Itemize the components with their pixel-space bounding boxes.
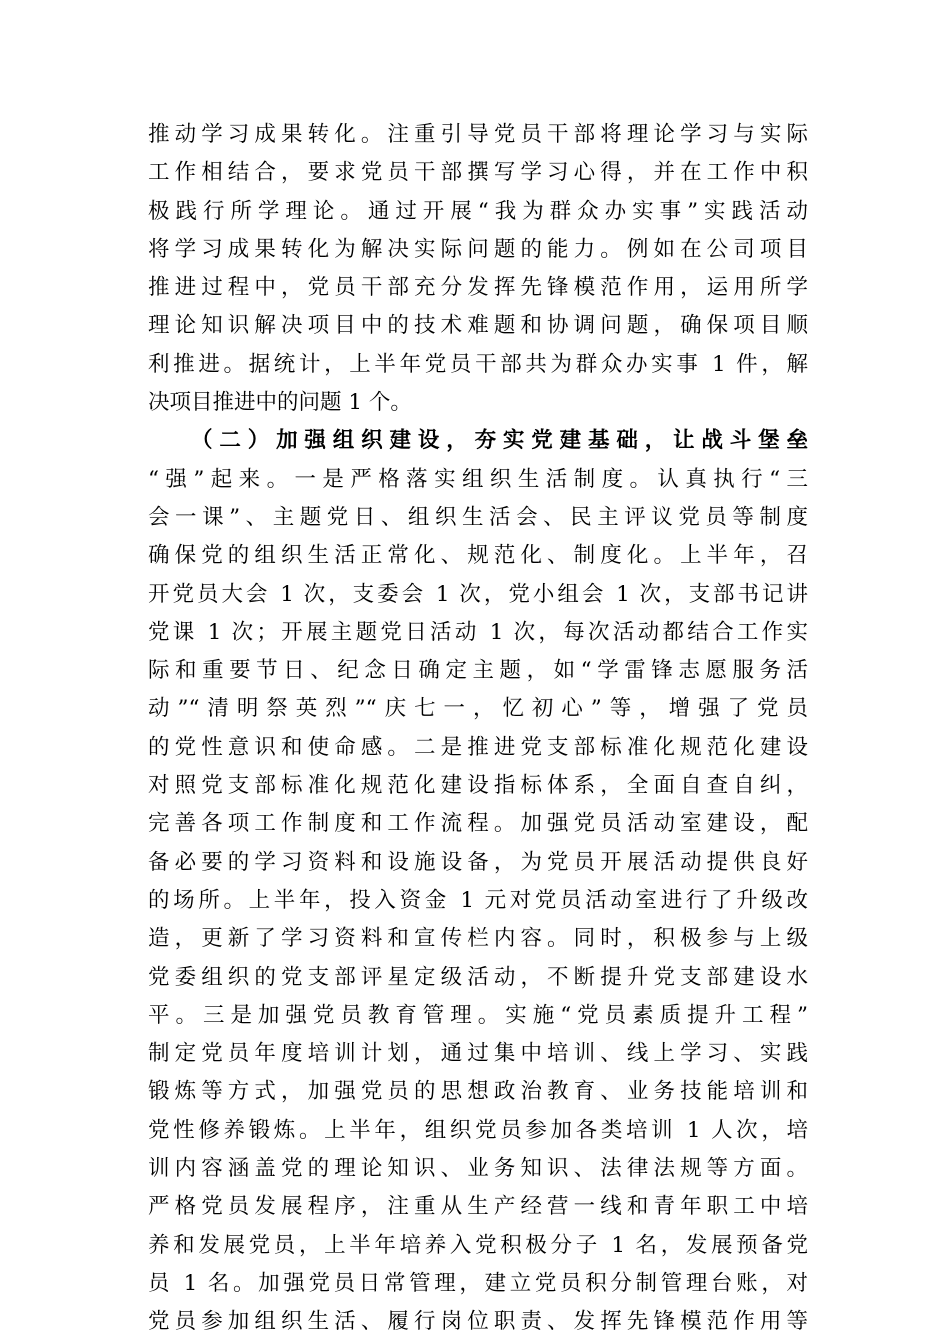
text-line-22: 造，更新了学习资料和宣传栏内容。同时，积极参与上级 <box>148 926 808 952</box>
text-line-16: 动”“清明祭英烈”“庆七一，忆初心”等，增强了党员 <box>148 696 808 722</box>
text-line-30: 养和发展党员，上半年培养入党积极分子 1 名，发展预备党 <box>148 1232 808 1258</box>
text-line-8: 决项目推进中的问题 1 个。 <box>148 390 412 416</box>
text-line-2: 工作相结合，要求党员干部撰写学习心得，并在工作中积 <box>148 160 808 186</box>
text-line-5: 推进过程中，党员干部充分发挥先锋模范作用，运用所学 <box>148 275 808 301</box>
text-line-7: 利推进。据统计，上半年党员干部共为群众办实事 1 件，解 <box>148 351 808 377</box>
text-line-29: 严格党员发展程序，注重从生产经营一线和青年职工中培 <box>148 1194 808 1220</box>
text-line-21: 的场所。上半年，投入资金 1 元对党员活动室进行了升级改 <box>148 887 808 913</box>
text-line-25: 制定党员年度培训计划，通过集中培训、线上学习、实践 <box>148 1041 808 1067</box>
text-line-19: 完善各项工作制度和工作流程。加强党员活动室建设，配 <box>148 811 808 837</box>
text-line-20: 备必要的学习资料和设施设备，为党员开展活动提供良好 <box>148 849 808 875</box>
text-line-24: 平。三是加强党员教育管理。实施“党员素质提升工程” <box>148 1002 808 1028</box>
text-line-12: 确保党的组织生活正常化、规范化、制度化。上半年，召 <box>148 543 808 569</box>
text-line-17: 的党性意识和使命感。二是推进党支部标准化规范化建设 <box>148 734 808 760</box>
text-line-6: 理论知识解决项目中的技术难题和协调问题，确保项目顺 <box>148 313 808 339</box>
text-line-11: 会一课”、主题党日、组织生活会、民主评议党员等制度 <box>148 504 808 530</box>
text-line-32: 党员参加组织生活、履行岗位职责、发挥先锋模范作用等 <box>148 1309 808 1335</box>
text-line-13: 开党员大会 1 次，支委会 1 次，党小组会 1 次，支部书记讲 <box>148 581 808 607</box>
text-line-1: 推动学习成果转化。注重引导党员干部将理论学习与实际 <box>148 122 808 147</box>
text-line-18: 对照党支部标准化规范化建设指标体系，全面自查自纠， <box>148 773 808 799</box>
text-line-23: 党委组织的党支部评星定级活动，不断提升党支部建设水 <box>148 964 808 990</box>
text-line-15: 际和重要节日、纪念日确定主题，如“学雷锋志愿服务活 <box>148 658 808 684</box>
section-heading: （二）加强组织建设，夯实党建基础，让战斗堡垒 <box>191 428 808 454</box>
text-line-26: 锻炼等方式，加强党员的思想政治教育、业务技能培训和 <box>148 1079 808 1105</box>
text-line-28: 训内容涵盖党的理论知识、业务知识、法律法规等方面。 <box>148 1156 808 1182</box>
text-line-4: 将学习成果转化为解决实际问题的能力。例如在公司项目 <box>148 236 808 262</box>
body-text <box>148 116 808 1342</box>
text-line-31: 员 1 名。加强党员日常管理，建立党员积分制管理台账，对 <box>148 1270 808 1296</box>
text-line-14: 党课 1 次；开展主题党日活动 1 次，每次活动都结合工作实 <box>148 619 808 645</box>
text-line-3: 极践行所学理论。通过开展“我为群众办实事”实践活动 <box>148 198 808 224</box>
text-line-10: “强”起来。一是严格落实组织生活制度。认真执行“三 <box>148 466 808 492</box>
text-line-27: 党性修养锻炼。上半年，组织党员参加各类培训 1 人次，培 <box>148 1117 808 1143</box>
